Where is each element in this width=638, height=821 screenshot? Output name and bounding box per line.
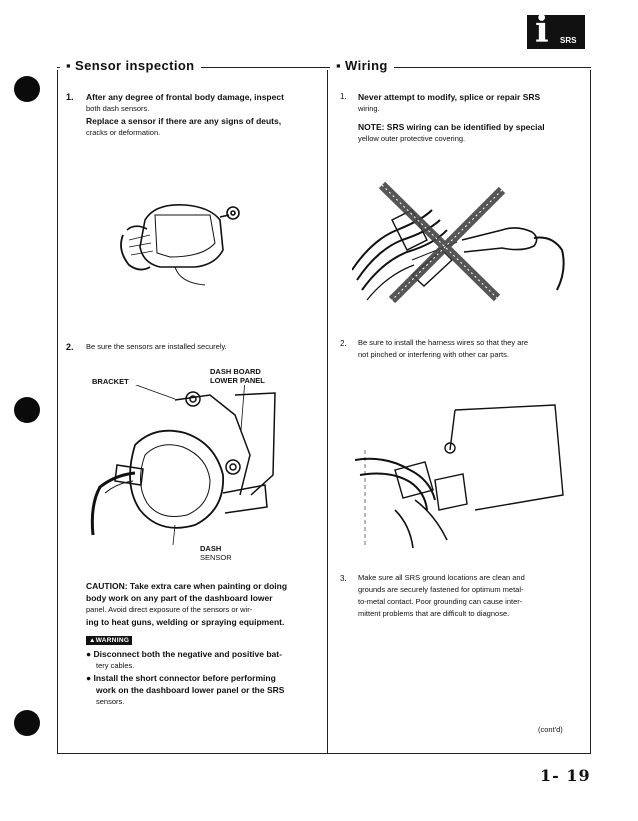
do-not-splice-illustration — [352, 180, 572, 310]
dash-sensor-illustration — [115, 195, 245, 290]
srs-info-badge — [527, 9, 585, 51]
label-dash-board-lower-panel: DASH BOARD LOWER PANEL — [210, 367, 265, 385]
binder-hole-bottom — [14, 710, 40, 736]
item-number: 1. — [340, 92, 347, 101]
continued-marker: (cont'd) — [538, 725, 563, 734]
binder-hole-top — [14, 76, 40, 102]
right-column-border — [590, 70, 591, 754]
harness-routing-illustration — [355, 400, 570, 550]
bullet-icon: ● — [86, 649, 94, 659]
label-dash-sensor: DASH SENSOR — [200, 544, 232, 562]
item-number: 2. — [340, 339, 347, 348]
srs-badge-text: SRS — [560, 36, 577, 45]
page-number: 1- 19 — [540, 766, 591, 785]
warning-badge: ▲WARNING — [86, 636, 132, 645]
section-title-wiring: ▪ Wiring — [330, 58, 394, 73]
item-number: 3. — [340, 574, 347, 583]
sensor-inspection-step-1: After any degree of frontal body damage, inspect both dash sensors. Replace a sensor if there are any signs of deuts, cracks or deformation. — [86, 92, 284, 137]
title-bullet: ▪ — [336, 58, 346, 73]
wiring-step-3: Make sure all SRS ground locations are clean and grounds are securely fastened for optimum metal- to-metal contact. Poor grounding can cause inter- mittent problems that are difficult to diagnose. — [358, 573, 525, 618]
warning-bullet-2: ● Install the short connector before performing work on the dashboard lower panel or the SRS sensors. — [86, 673, 285, 706]
bottom-border — [57, 753, 591, 754]
left-column-border — [57, 70, 58, 754]
info-icon: i — [535, 9, 549, 51]
caution-note: CAUTION: Take extra care when painting or doing body work on any part of the dashboard lower panel. Avoid direct exposure of the sensors or wir- ing to heat guns, welding or spraying equipment. — [86, 581, 288, 627]
warning-bullet-1: ● Disconnect both the negative and positive bat- tery cables. — [86, 649, 282, 670]
column-divider — [327, 70, 328, 754]
wiring-step-2: Be sure to install the harness wires so that they are not pinched or interfering with other car parts. — [358, 338, 529, 359]
item-number: 1. — [66, 92, 74, 102]
bullet-icon: ● — [86, 673, 94, 683]
sensor-inspection-step-2: Be sure the sensors are installed securely. — [86, 342, 227, 351]
binder-hole-middle — [14, 397, 40, 423]
item-number: 2. — [66, 342, 74, 352]
bracket-sensor-illustration — [75, 385, 285, 550]
label-bracket: BRACKET — [92, 377, 129, 386]
section-title-sensor-inspection: ▪ Sensor inspection — [60, 58, 201, 73]
wiring-step-1: Never attempt to modify, splice or repair SRS wiring. NOTE: SRS wiring can be identified by special yellow outer protective covering. — [358, 92, 545, 143]
title-bullet: ▪ — [66, 58, 76, 73]
